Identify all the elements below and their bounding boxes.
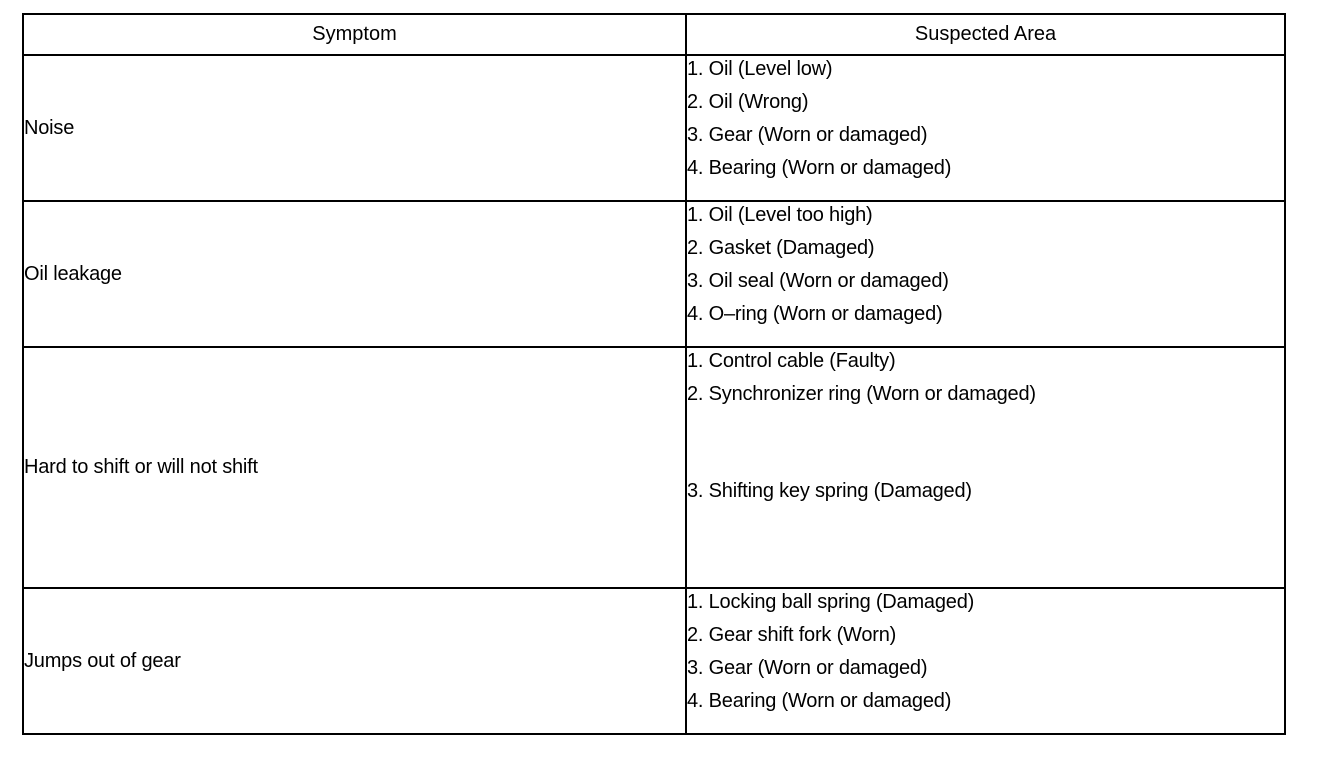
table-row bbox=[23, 588, 1285, 734]
troubleshooting-table bbox=[22, 13, 1286, 735]
suspected-area-item: 3. Oil seal (Worn or damaged) bbox=[687, 270, 949, 292]
suspected-area-item: 2. Gear shift fork (Worn) bbox=[687, 624, 897, 646]
suspected-area-item: 1. Control cable (Faulty) bbox=[687, 350, 896, 372]
suspected-area-item: 2. Oil (Wrong) bbox=[687, 91, 809, 113]
suspected-area-item: 4. O–ring (Worn or damaged) bbox=[687, 303, 943, 325]
suspected-area-cell bbox=[686, 588, 1285, 734]
symptom-cell: Oil leakage bbox=[23, 201, 686, 347]
suspected-area-item: 2. Synchronizer ring (Worn or damaged) bbox=[687, 383, 1036, 405]
table-row bbox=[23, 55, 1285, 201]
suspected-area-item: 3. Gear (Worn or damaged) bbox=[687, 124, 928, 146]
header-suspected-area: Suspected Area bbox=[686, 14, 1285, 55]
header-row bbox=[23, 14, 1285, 55]
symptom-cell: Jumps out of gear bbox=[23, 588, 686, 734]
suspected-area-item: 1. Oil (Level too high) bbox=[687, 204, 873, 226]
table-row bbox=[23, 201, 1285, 347]
suspected-area-cell bbox=[686, 55, 1285, 201]
suspected-area-item: 3. Shifting key spring (Damaged) bbox=[687, 480, 972, 502]
suspected-area-item: 1. Locking ball spring (Damaged) bbox=[687, 591, 975, 613]
suspected-area-item: 4. Bearing (Worn or damaged) bbox=[687, 157, 952, 179]
suspected-area-item: 2. Gasket (Damaged) bbox=[687, 237, 875, 259]
troubleshooting-table-container bbox=[22, 13, 1284, 735]
symptom-cell: Noise bbox=[23, 55, 686, 201]
row-spacer bbox=[687, 414, 1284, 478]
suspected-area-cell bbox=[686, 347, 1285, 588]
suspected-area-cell bbox=[686, 201, 1285, 347]
suspected-area-item: 4. Bearing (Worn or damaged) bbox=[687, 690, 952, 712]
suspected-area-item: 1. Oil (Level low) bbox=[687, 58, 833, 80]
header-symptom: Symptom bbox=[23, 14, 686, 55]
symptom-cell: Hard to shift or will not shift bbox=[23, 347, 686, 588]
suspected-area-item: 3. Gear (Worn or damaged) bbox=[687, 657, 928, 679]
table-row bbox=[23, 347, 1285, 588]
